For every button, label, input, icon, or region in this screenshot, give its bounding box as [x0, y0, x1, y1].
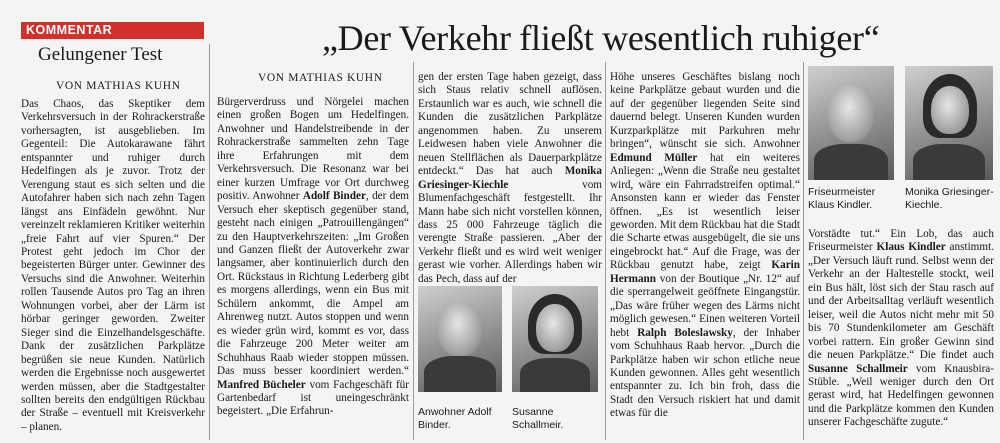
person-name: Adolf Binder — [302, 190, 366, 203]
text-run: von der Boutique „Nr. 12“ auf die sperrangelweit geöffnete Eingangstür. „Das wäre früher wegen des Lärms nicht möglich gewesen.“ Einen weiteren Vorteil hebt — [610, 272, 800, 339]
article-text — [808, 228, 994, 430]
column-divider — [413, 62, 414, 440]
photo-monika-griesinger-kiechle — [905, 66, 993, 180]
text-run: gen der ersten Tage haben gezeigt, dass sich Staus relativ schnell auflösen. Erstaunlich war es auch, wie schnell die Kunden die zusätzlichen Parkplätze angenommen haben. Zu unserem Leidwesen haben viele Anwohner die neuen Stellflächen als Dauerparkplätze entdeckt.“ Das hat auch — [418, 71, 602, 178]
caption-griesinger: Monika Griesinger-Kiechle. — [905, 186, 994, 211]
caption-schallmeir: Susanne Schallmeir. — [512, 406, 564, 431]
text-run: , der Inhaber vom Schuhhaus Raab hervor. „Durch die Parkplätze haben wir schon etliche neue Kunden gewonnen. Alles geht wesentlich entspannter zu. Ich bin froh, dass die Stadt den Versuch riskiert hat und damit etwas für die — [610, 326, 800, 420]
person-name: Monika Griesinger-Kiechle — [418, 165, 602, 191]
article-column-2 — [418, 71, 602, 283]
article-author: VON MATHIAS KUHN — [258, 72, 383, 84]
photo-klaus-kindler — [808, 66, 894, 180]
column-divider — [803, 62, 804, 440]
article-column-1 — [217, 96, 409, 440]
commentary-text: Das Chaos, das Skeptiker dem Verkehrsversuch in der Rohrackerstraße vorhersagten, ist ausgeblieben. Im Gegenteil: Die Autokarawane fährt entspannter und ruhiger durch Hedelfingen als je zuvor. Trotz der Verengung staut es sich selten und die Autofahrer haben sich nach zehn Tagen längst ans Einfädeln gewöhnt. Nur vereinzelt reklamieren Kritiker weiterhin „freie Fahrt auf vier Spuren.“ Der Protest geht jedoch im Chor der begeisterten Bürger unter. Gewinner des Versuchs sind die Anwohner. Weiterhin rollen Tausende Autos pro Tag an ihren Wohnungen vorbei, aber der Lärm ist hörbar geringer geworden. Zweiter Sieger sind die Einzelhandelsgeschäfte. Dank der zusätzlichen Parkplätze begrüßen sie neue Kunden. Natürlich werden die Ergebnisse noch ausgewertet werden müssen, aber die Stadtgestalter sollten bereits den endgültigen Rückbau der Straße – eventuell mit Kreisverkehr – planen. — [21, 98, 205, 433]
text-run: Vorstädte tut.“ Ein Lob, das auch Friseurmeister — [808, 228, 994, 254]
text-run: vom Blumenfachgeschäft festgestellt. Ihr Mann habe sich nicht vorstellen können, dass 25 000 Fahrzeuge täglich die verengte Straße passieren. „Aber der Verkehr fließt und es wird weit weniger gerast wie vorher. Allerdings haben wir das Pech, dass auf der — [418, 178, 602, 283]
text-run: anstimmt. „Der Versuch läuft rund. Selbst wenn der Verkehr an der Haltestelle stockt, weil ein Bus hält, löst sich der Stau rasch auf und der Arbeitsalltag verläuft wesentlich leiser, weil die Autos nicht mehr mit 50 bis 70 Stundenkilometer am Geschäft vorbei rattern. Ein großer Gewinn sind die neuen Parkplätze.“ Die findet auch — [808, 241, 994, 362]
text-run: vom Knausbira-Stüble. „Weil weniger durch den Ort gerast wird, hat Hedelfingen gewonnen und die Parkplätze kommen den Kunden unserer Fachgeschäfte zugute.“ — [808, 362, 994, 429]
text-run: vom Fachgeschäft für Gartenbedarf ist uneingeschränkt begeistert. „Die Erfahrun- — [217, 378, 409, 418]
commentary-divider — [209, 44, 210, 440]
article-column-3 — [610, 71, 800, 440]
person-name: Manfred Bücheler — [217, 378, 306, 391]
article-text — [418, 71, 602, 283]
person-name: Susanne Schallmeir — [808, 362, 908, 375]
text-run: Höhe unseres Geschäftes bislang noch keine Parkplätze gebaut wurden und die auf der gegenüber liegenden Seite sind dauernd belegt. Unseren Kunden wurden Kurzparkplätze mit Parkuhren mehr bringen“, wünscht sie sich. Anwohner — [610, 71, 800, 151]
article-text — [610, 71, 800, 421]
commentary-body — [21, 98, 205, 438]
article-text — [217, 96, 409, 419]
person-name: Karin Hermann — [610, 259, 800, 285]
article-headline: „Der Verkehr fließt wesentlich ruhiger“ — [322, 18, 880, 58]
person-name: Ralph Boleslawsky — [637, 326, 733, 339]
caption-binder: Anwohner Adolf Binder. — [418, 406, 492, 431]
person-name: Edmund Müller — [610, 151, 698, 164]
article-column-4 — [808, 228, 994, 440]
commentary-author: VON MATHIAS KUHN — [56, 80, 181, 92]
caption-kindler: Friseurmeister Klaus Kindler. — [808, 186, 876, 211]
kommentar-tag: KOMMENTAR — [21, 22, 204, 39]
photo-adolf-binder — [418, 286, 502, 392]
commentary-title: Gelungener Test — [38, 44, 163, 65]
person-name: Klaus Kindler — [876, 241, 946, 254]
column-divider — [605, 62, 606, 440]
text-run: Bürgerverdruss und Nörgelei machen einen großen Bogen um Hedelfingen. Anwohner und Handelstreibende in der Rohrackerstraße sammelten zehn Tage ihre Erfahrungen mit dem Verkehrsversuch. Die Resonanz war bei einer kurzen Umfrage vor Ort durchweg positiv. Anwohner — [217, 96, 409, 203]
text-run: , der dem Versuch eher skeptisch gegenüber stand, gesteht nach einigen „Patrouillengängen“ zu den Hauptverkehrszeiten: „Im Großen und Ganzen fließt der Autoverkehr zwar langsamer, aber kontinuierlich durch den Ort. Rückstaus in Richtung Lederberg gibt es morgens allerdings, wenn ein Bus mit Schülern ankommt, die Ampel am Ahrenweg nutzt. Autos stoppen und wenn es wieder grün wird, kommt es vor, dass die Fahrzeuge 200 Meter weiter am Schuhhaus Raab wieder stoppen müssen. Das muss besser koordiniert werden.“ — [217, 190, 409, 378]
text-run: hat ein weiteres Anliegen: „Wenn die Straße neu gestaltet wird, wäre ein Fahrradstreifen optimal.“ Ansonsten kann er wieder das Fenster öffnen. „Es ist wesentlich leiser geworden. Mit dem Rückbau hat die Stadt die Scharte etwas ausgebügelt, die sie uns eingebrockt hat.“ Auf die Frage, was der Rückbau genutzt habe, zeigt — [610, 151, 800, 272]
photo-susanne-schallmeir — [512, 286, 598, 392]
